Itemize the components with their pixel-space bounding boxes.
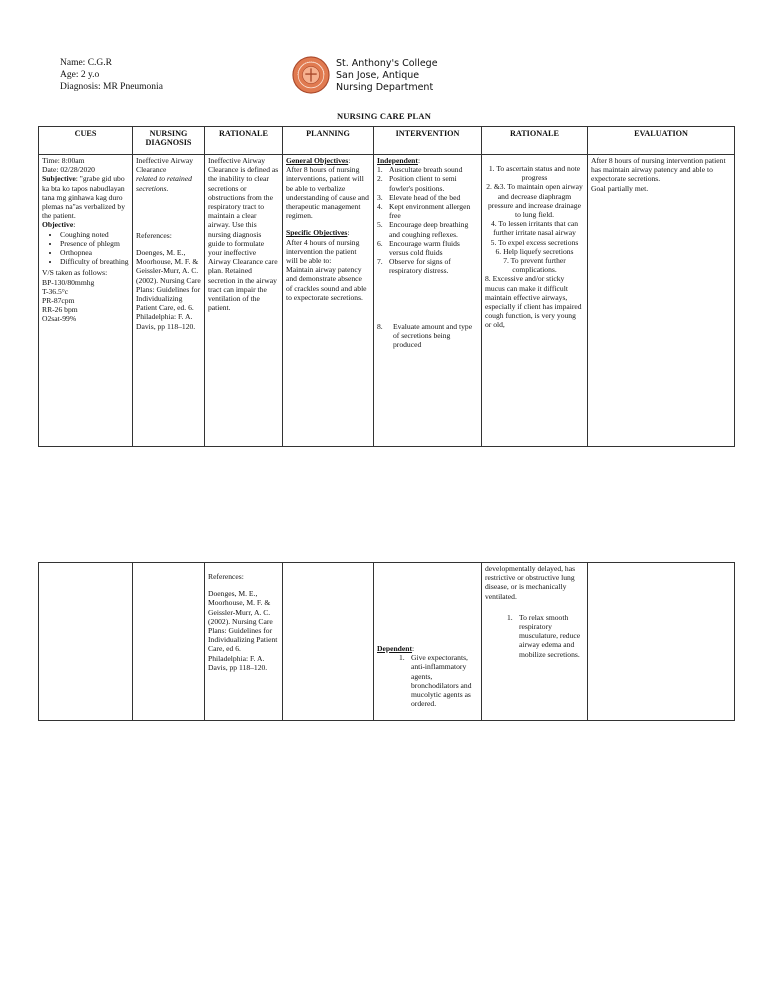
column-header-intervention: INTERVENTION bbox=[374, 127, 482, 155]
references-label: References: bbox=[208, 572, 244, 581]
evaluation-result: Goal partially met. bbox=[591, 183, 649, 193]
evaluation-cell bbox=[588, 155, 735, 447]
rationale-8-continued: developmentally delayed, has restrictive or obstructive lung disease, or is mechanically ventilated. bbox=[485, 564, 576, 601]
vital-sign: O2sat-99% bbox=[42, 314, 77, 324]
list-item: 2. Position client to semi fowler's positions. bbox=[377, 174, 457, 193]
objective-label: Objective: bbox=[42, 220, 76, 230]
planning-cell bbox=[283, 155, 374, 447]
references-label: References: bbox=[136, 230, 172, 240]
specific-objectives: Specific Objectives: bbox=[286, 228, 350, 238]
patient-info bbox=[60, 57, 163, 93]
table-header-row bbox=[39, 127, 735, 155]
references-text: Doenges, M. E., Moorhouse, M. F. & Geissler-Murr, A. C. (2002). Nursing Care Plans: Guidelines for Individualizing Patient Care, ed 6. Philadelphia: F. A. Davis, pp 118–120. bbox=[208, 589, 278, 672]
patient-age: Age: 2 y.o bbox=[60, 70, 100, 80]
list-item: 6. Encourage warm fluids versus cold fluids bbox=[377, 238, 460, 258]
specific-objectives-detail: Maintain airway patency and demonstrate absence of crackles sound and able to expectorate secretions. bbox=[286, 265, 367, 302]
list-item: 5. To expel excess secretions bbox=[490, 237, 579, 247]
cues-cell bbox=[39, 563, 133, 721]
college-seal-icon bbox=[292, 56, 330, 94]
column-header-nursing-diagnosis: NURSING DIAGNOSIS bbox=[133, 127, 205, 155]
page-title: NURSING CARE PLAN bbox=[336, 111, 432, 121]
diagnosis-text: Ineffective Airway Clearance bbox=[136, 156, 193, 175]
vital-sign: BP-130/80mmhg bbox=[42, 277, 95, 287]
specific-objectives-text: After 4 hours of nursing intervention the patient will be able to: bbox=[286, 237, 360, 266]
rationale-2-cell bbox=[482, 155, 588, 447]
list-item: 6. Help liquefy secretions bbox=[495, 246, 574, 256]
vital-sign: PR-87cpm bbox=[42, 296, 75, 306]
list-item: 7. To prevent further complications. bbox=[503, 256, 566, 275]
diagnosis-related: related to retained secretions. bbox=[136, 174, 192, 193]
list-item: 4. Kept environment allergen free bbox=[377, 202, 471, 221]
column-header-planning: PLANNING bbox=[283, 127, 374, 155]
assessment-time: Time: 8:00am bbox=[42, 156, 85, 165]
list-item: 1. Give expectorants, anti-inflammatory agents, bronchodilators and mucolytic agents as ordered. bbox=[399, 653, 472, 709]
list-item: 7. Observe for signs of respiratory distress. bbox=[377, 257, 451, 276]
general-objectives: General Objectives: bbox=[286, 156, 351, 165]
assessment-date: Date: 02/28/2020 bbox=[42, 165, 95, 175]
objective-list bbox=[42, 230, 129, 267]
department: Nursing Department bbox=[336, 82, 434, 93]
independent-label: Independent: bbox=[377, 156, 421, 165]
list-item: • Orthopnea bbox=[60, 248, 129, 257]
evaluation-text: After 8 hours of nursing intervention patient has maintain airway patency and able to expectorate secretions. bbox=[591, 156, 726, 184]
care-plan-table-continued bbox=[38, 562, 735, 721]
list-item: 1. Auscultate breath sound bbox=[377, 165, 463, 175]
school-location: San Jose, Antique bbox=[336, 70, 420, 81]
planning-cell bbox=[283, 563, 374, 721]
school-info bbox=[336, 58, 438, 94]
intervention-cell bbox=[374, 563, 482, 721]
list-item: 4. To lessen irritants that can further irritate nasal airway bbox=[490, 219, 579, 238]
cues-cell bbox=[39, 155, 133, 447]
school-name: St. Anthony's College bbox=[336, 58, 438, 69]
vital-sign: RR-26 bpm bbox=[42, 305, 78, 315]
column-header-evaluation: EVALUATION bbox=[588, 127, 735, 155]
rationale-2-cell bbox=[482, 563, 588, 721]
list-item: • Coughing noted bbox=[60, 230, 129, 239]
rationale-8-text: 8. Excessive and/or sticky mucus can make it difficult maintain effective airways, especially if client has impaired cough function, is very young or old, bbox=[485, 274, 582, 330]
patient-diagnosis: Diagnosis: MR Pneumonia bbox=[60, 82, 163, 92]
list-item: 2. &3. To maintain open airway and decrease diaphragm pressure and increase drainage to lung field. bbox=[486, 182, 583, 220]
table-row bbox=[39, 155, 735, 447]
list-item: • Presence of phlegm bbox=[60, 239, 129, 248]
diagnosis-cell bbox=[133, 563, 205, 721]
intervention-cell bbox=[374, 155, 482, 447]
subjective-text: : "grabe gid ubo ka bta ko tapos nabudlayan tana mg ginhawa kag duro plemas na"as verbalized by the patient. bbox=[42, 174, 126, 221]
diagnosis-cell bbox=[133, 155, 205, 447]
list-item: • Difficulty of breathing bbox=[60, 257, 129, 266]
column-header-rationale-2: RATIONALE bbox=[482, 127, 588, 155]
list-item: 5. Encourage deep breathing and coughing reflexes. bbox=[377, 220, 469, 239]
dependent-label: Dependent: bbox=[377, 644, 415, 653]
patient-name: Name: C.G.R bbox=[60, 58, 112, 68]
list-item: 1. To relax smooth respiratory musculature, reduce airway edema and mobilize secretions. bbox=[507, 612, 581, 659]
evaluation-cell bbox=[588, 563, 735, 721]
rationale-cell bbox=[205, 563, 283, 721]
care-plan-table bbox=[38, 126, 735, 447]
column-header-rationale: RATIONALE bbox=[205, 127, 283, 155]
vital-sign: T-36.5°c bbox=[42, 286, 69, 296]
column-header-cues: CUES bbox=[39, 127, 133, 155]
subjective-label: Subjective bbox=[42, 174, 76, 184]
table-row bbox=[39, 563, 735, 721]
general-objectives-text: After 8 hours of nursing interventions, patient will be able to verbalize understanding of cause and therapeutic management regimen. bbox=[286, 165, 369, 221]
list-item: 3. Elevate head of the bed bbox=[377, 192, 461, 202]
subjective-data bbox=[42, 174, 129, 220]
list-item: 8. Evaluate amount and type of secretions being produced bbox=[377, 321, 473, 350]
vital-signs-label: V/S taken as follows: bbox=[42, 268, 108, 278]
references-text: Doenges, M. E., Moorhouse, M. F. & Geissler-Murr, A. C. (2002). Nursing Care Plans: Guidelines for Individualizing Patient Care, ed. 6. Philadelphia: F. A. Davis, pp 118–120. bbox=[136, 248, 201, 331]
list-item: 1. To ascertain status and note progress bbox=[488, 164, 581, 183]
rationale-cell: Ineffective Airway Clearance is defined as the inability to clear secretions or obstructions from the respiratory tract to maintain a clear airway. Use this nursing diagnosis guide to formulate your ineffective Airway Clearance care plan. Retained secretion in the airway tract can impair the ventilation of the patient. bbox=[205, 155, 283, 447]
